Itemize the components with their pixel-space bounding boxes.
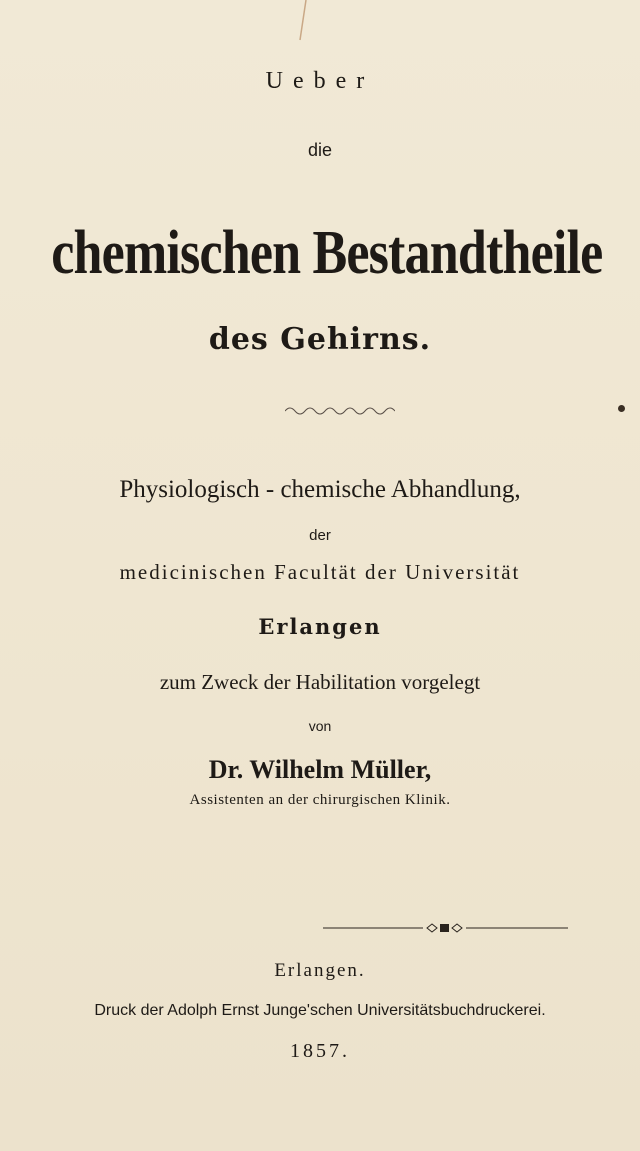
imprint-place: Erlangen.: [274, 960, 366, 981]
text-der: der: [309, 527, 331, 544]
title-des-gehirns: des Gehirns.: [208, 322, 432, 357]
pencil-mark-icon: [292, 0, 312, 60]
imprint-printer: Druck der Adolph Ernst Junge'schen Universitätsbuchdruckerei.: [94, 1002, 546, 1019]
wavy-divider-icon: [285, 405, 395, 417]
ink-spot: [618, 405, 625, 412]
imprint-year: 1857.: [290, 1040, 350, 1062]
university-city: Erlangen: [258, 614, 382, 639]
main-title: chemischen Bestandtheile: [51, 219, 603, 287]
purpose-line: zum Zweck der Habilitation vorgelegt: [159, 670, 481, 694]
faculty-line: medicinischen Facultät der Universität: [119, 560, 521, 584]
title-ueber: Ueber: [265, 68, 375, 94]
author-role: Assistenten an der chirurgischen Klinik.: [189, 792, 451, 808]
subtitle: Physiologisch - chemische Abhandlung,: [119, 476, 521, 503]
text-von: von: [308, 718, 332, 734]
ornamental-rule-icon: [323, 921, 568, 935]
author-name: Dr. Wilhelm Müller,: [208, 755, 432, 784]
title-die: die: [307, 140, 333, 160]
